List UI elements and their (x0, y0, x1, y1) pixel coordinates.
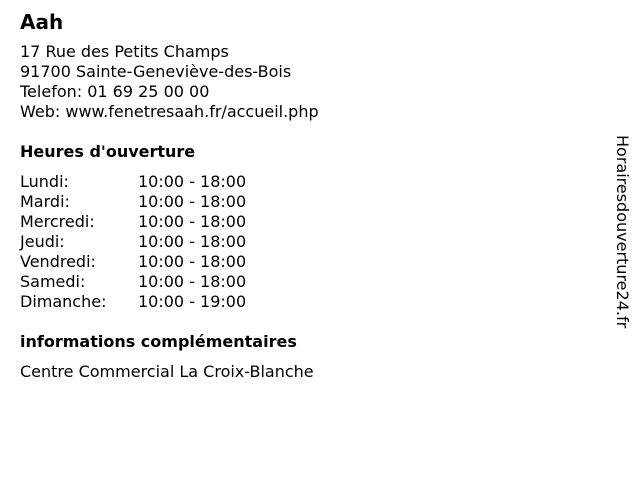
hours-row-dimanche (20, 292, 600, 312)
time-range: 10:00 - 18:00 (138, 172, 247, 191)
phone-number: Telefon: 01 69 25 00 00 (20, 82, 210, 101)
time-range: 10:00 - 18:00 (138, 252, 247, 271)
street-address: 17 Rue des Petits Champs (20, 42, 229, 61)
site-watermark: Horairesdouverture24.fr (613, 135, 632, 329)
time-range: 10:00 - 18:00 (138, 232, 247, 251)
hours-heading: Heures d'ouverture (20, 142, 196, 161)
extra-info-heading: informations complémentaires (20, 332, 297, 351)
hours-row-mardi (20, 192, 600, 212)
day-label: Samedi: (20, 272, 86, 291)
day-label: Lundi: (20, 172, 69, 191)
city-address: 91700 Sainte-Geneviève-des-Bois (20, 62, 292, 81)
address-block (20, 42, 600, 122)
extra-info-text: Centre Commercial La Croix-Blanche (20, 362, 314, 381)
time-range: 10:00 - 18:00 (138, 272, 247, 291)
hours-row-samedi (20, 272, 600, 292)
time-range: 10:00 - 19:00 (138, 292, 247, 311)
business-name: Aah (20, 10, 64, 34)
hours-row-mercredi (20, 212, 600, 232)
website-link: Web: www.fenetresaah.fr/accueil.php (20, 102, 319, 121)
day-label: Mardi: (20, 192, 70, 211)
time-range: 10:00 - 18:00 (138, 212, 247, 231)
business-card (20, 8, 600, 382)
day-label: Vendredi: (20, 252, 96, 271)
hours-row-jeudi (20, 232, 600, 252)
hours-row-vendredi (20, 252, 600, 272)
day-label: Dimanche: (20, 292, 107, 311)
day-label: Mercredi: (20, 212, 95, 231)
hours-row-lundi (20, 172, 600, 192)
hours-list (20, 172, 600, 312)
day-label: Jeudi: (20, 232, 65, 251)
time-range: 10:00 - 18:00 (138, 192, 247, 211)
